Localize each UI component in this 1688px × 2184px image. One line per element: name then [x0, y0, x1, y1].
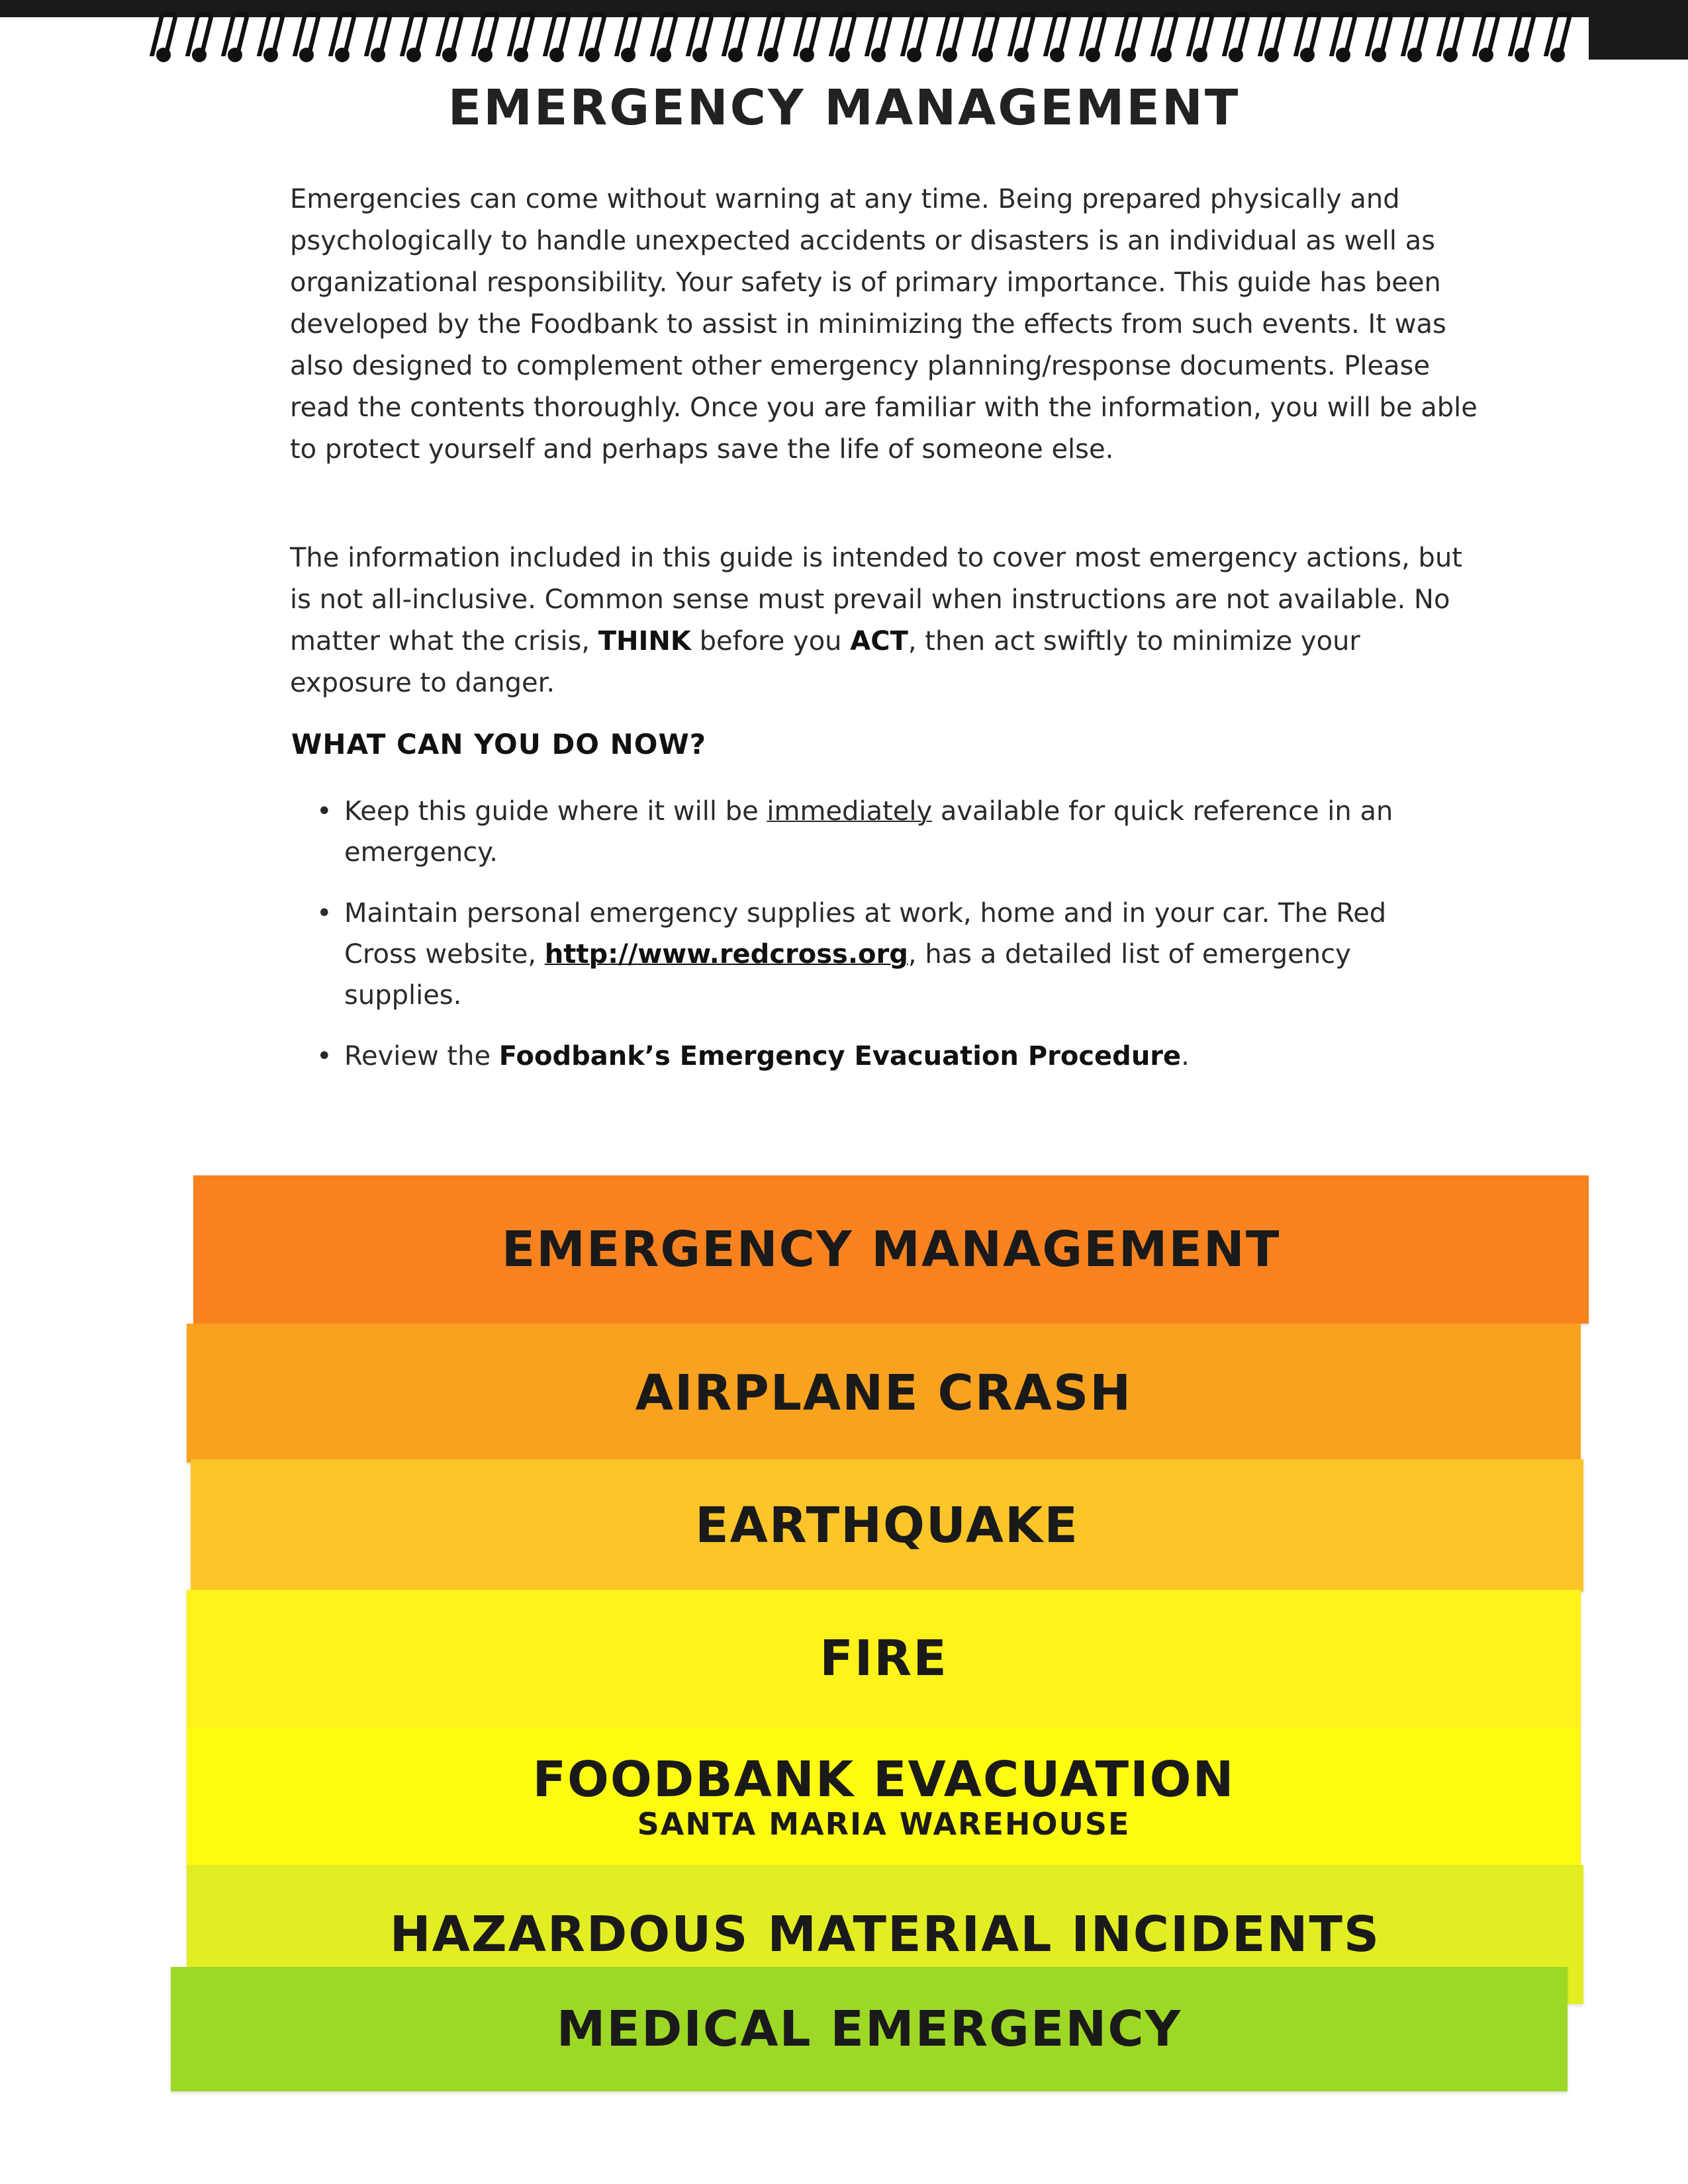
page-edge: [0, 17, 139, 57]
spiral-coil: [653, 12, 673, 64]
tab-label: MEDICAL EMERGENCY: [556, 2001, 1182, 2058]
spiral-coil: [1439, 12, 1459, 64]
spiral-coil: [617, 12, 637, 64]
spiral-coil: [331, 12, 351, 64]
spiral-coil: [1332, 12, 1352, 64]
spiral-coil: [510, 12, 530, 64]
bullet-text: Maintain personal emergency supplies at work, home and in your car. The Red Cross website,: [344, 898, 1387, 970]
bullet-text: , has a detailed list of emergency supplies.: [344, 939, 1351, 1011]
spiral-coil: [1475, 12, 1495, 64]
spiral-coil: [295, 12, 315, 64]
underlined-text: immediately: [767, 796, 933, 827]
bullet-icon: •: [316, 1041, 332, 1071]
spiral-coil: [188, 12, 208, 64]
spiral-coil: [1225, 12, 1244, 64]
intro-paragraph-1: Emergencies can come without warning at any time. Being prepared physically and psychologically to handle unexpected accidents or disasters is an individual as well as organizational responsibility. Your safety is of primary importance. This guide has been developed by the Foodbank to assist in minimizing the effects from such events. It was also designed to complement other emergency planning/response documents. Please read the contents thoroughly. Once you are familiar with the information, you will be able to protect yourself and perhaps save the life of someone else.: [290, 184, 1477, 465]
spiral-coil: [224, 12, 244, 64]
para2-text: The information included in this guide is intended to cover most emergency actions, but is not all-inclusive. Common sense must prevail when instructions are not available. No matter what the crisis,: [290, 543, 1462, 657]
list-item: [311, 1036, 1463, 1077]
bullet-icon: •: [316, 898, 332, 929]
tab-label: AIRPLANE CRASH: [635, 1365, 1133, 1422]
bullet-text: Review the: [344, 1041, 499, 1071]
spiral-coil: [1511, 12, 1530, 64]
spiral-coil: [867, 12, 887, 64]
para2-text: before you: [690, 626, 851, 657]
spiral-coil: [1010, 12, 1030, 64]
tab-label: HAZARDOUS MATERIAL INCIDENTS: [389, 1906, 1381, 1963]
list-item: [311, 893, 1463, 1016]
spiral-coil: [939, 12, 959, 64]
spiral-coil: [1046, 12, 1066, 64]
para2-text: , then act swiftly to minimize your exposure to danger.: [290, 626, 1360, 698]
spiral-coil: [438, 12, 458, 64]
spiral-coil: [831, 12, 851, 64]
tab-earthquake[interactable]: [191, 1459, 1583, 1592]
spiral-binding: [152, 0, 1582, 73]
list-item: [311, 791, 1463, 873]
bullet-text: available for quick reference in an emergency.: [344, 796, 1393, 868]
tab-label: EMERGENCY MANAGEMENT: [501, 1221, 1281, 1278]
bullet-text: Keep this guide where it will be: [344, 796, 767, 827]
spiral-coil: [903, 12, 923, 64]
spiral-coil: [1403, 12, 1423, 64]
act-emphasis: ACT: [850, 626, 908, 657]
spiral-coil: [1153, 12, 1173, 64]
spiral-coil: [545, 12, 565, 64]
action-list: [311, 791, 1463, 1097]
spiral-coil: [1082, 12, 1102, 64]
intro-paragraph-2: [290, 537, 1481, 704]
spiral-coil: [1260, 12, 1280, 64]
bullet-text: .: [1181, 1041, 1190, 1071]
tab-label: EARTHQUAKE: [695, 1497, 1079, 1554]
tab-medical-emergency[interactable]: [171, 1967, 1568, 2091]
spiral-coil: [259, 12, 279, 64]
tab-label: FOODBANK EVACUATION: [532, 1751, 1235, 1808]
redcross-link[interactable]: http://www.redcross.org: [544, 939, 908, 970]
spiral-coil: [1296, 12, 1316, 64]
spiral-coil: [1189, 12, 1209, 64]
spiral-coil: [688, 12, 708, 64]
spiral-coil: [402, 12, 422, 64]
spiral-coil: [1546, 12, 1566, 64]
spiral-coil: [1117, 12, 1137, 64]
think-emphasis: THINK: [598, 626, 691, 657]
spiral-coil: [474, 12, 494, 64]
spiral-coil: [152, 12, 172, 64]
evacuation-procedure-reference: Foodbank’s Emergency Evacuation Procedure: [498, 1041, 1182, 1071]
spiral-coil: [581, 12, 601, 64]
page-title: EMERGENCY MANAGEMENT: [447, 79, 1241, 136]
tab-emergency-management[interactable]: [193, 1175, 1589, 1324]
spiral-coil: [796, 12, 816, 64]
tab-fire[interactable]: [187, 1590, 1581, 1727]
spiral-coil: [724, 12, 744, 64]
spiral-coil: [1368, 12, 1387, 64]
spiral-coil: [760, 12, 780, 64]
tab-label: FIRE: [820, 1630, 948, 1687]
spiral-coil: [974, 12, 994, 64]
spiral-coil: [367, 12, 387, 64]
page-edge-shadow: [1589, 0, 1688, 60]
section-heading: WHAT CAN YOU DO NOW?: [291, 728, 707, 760]
tab-foodbank-evacuation[interactable]: [187, 1727, 1581, 1866]
tab-sublabel: SANTA MARIA WAREHOUSE: [637, 1806, 1131, 1842]
tab-airplane-crash[interactable]: [187, 1324, 1581, 1463]
bullet-icon: •: [316, 796, 332, 827]
